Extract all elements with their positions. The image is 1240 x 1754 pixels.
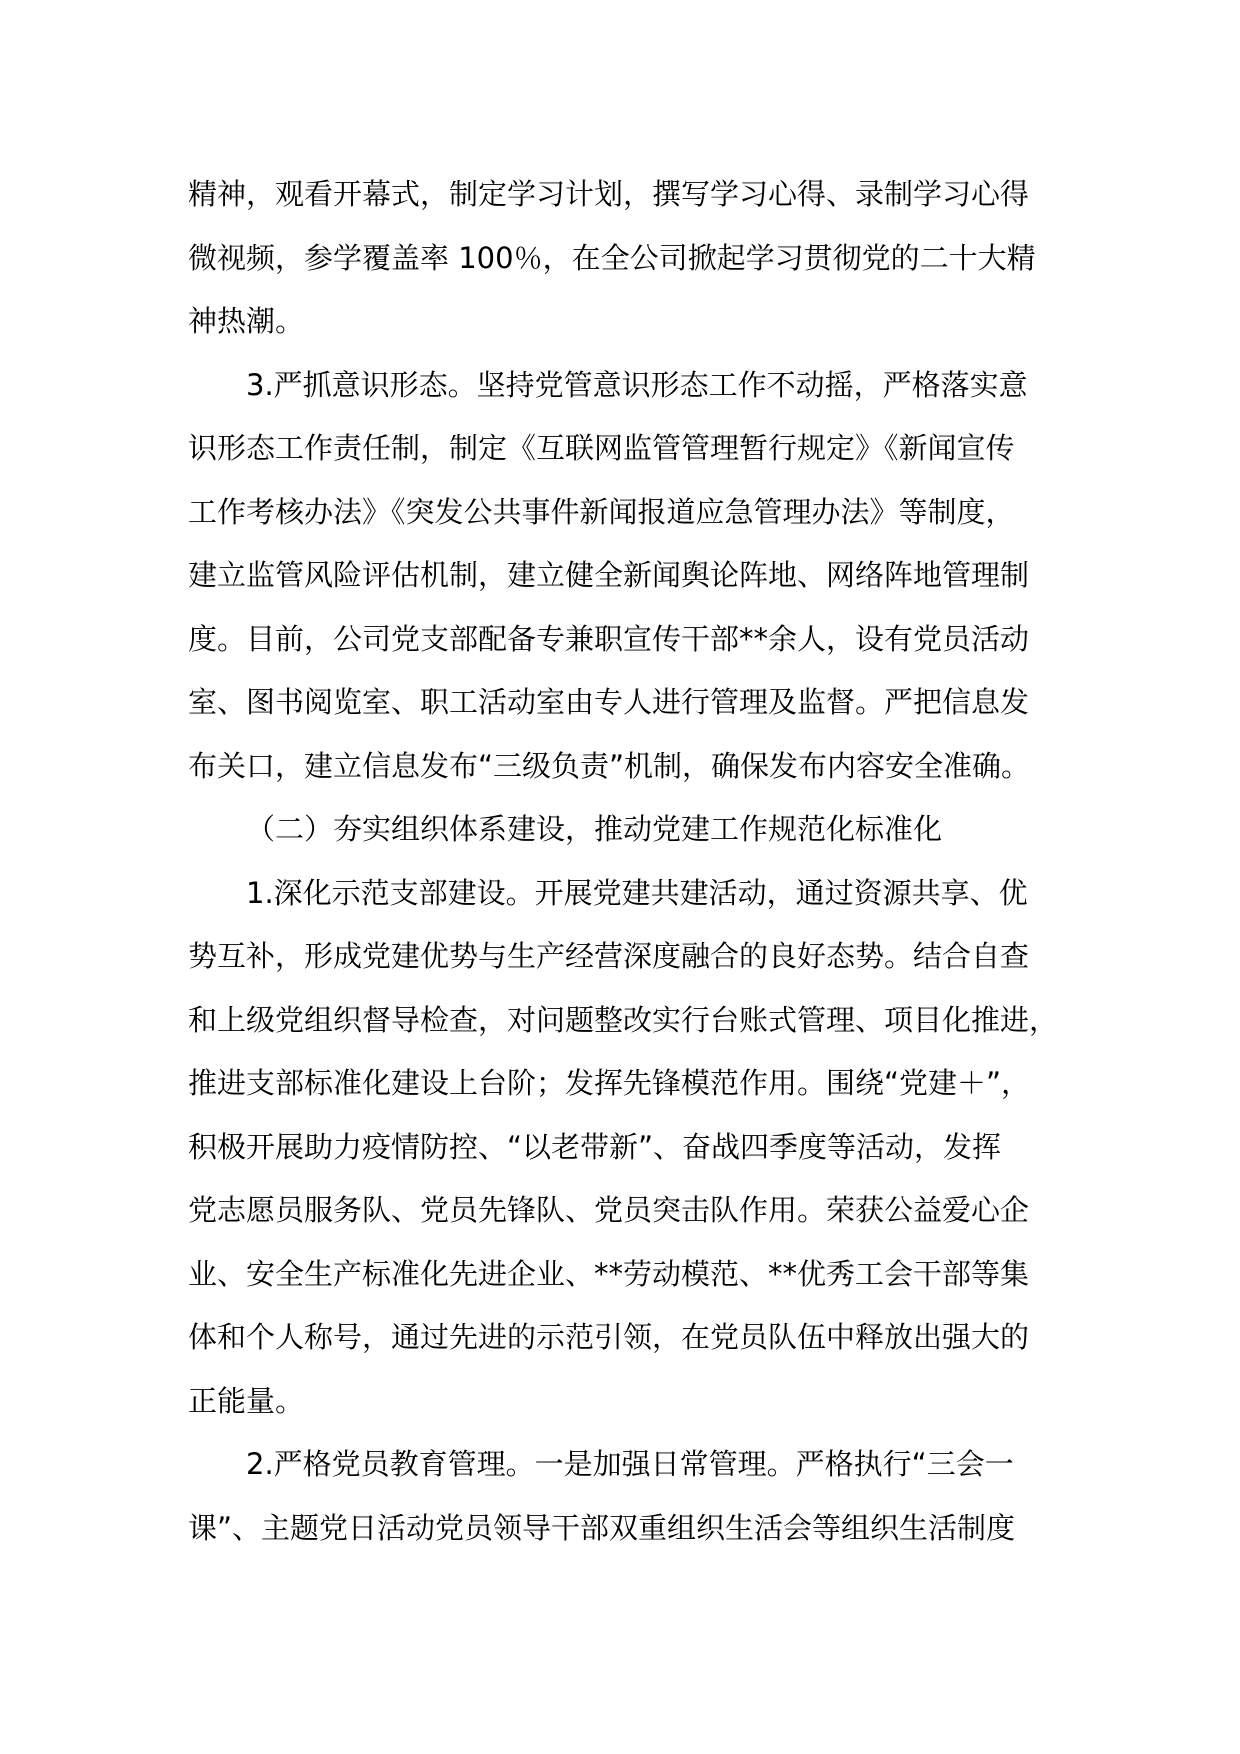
text-line: 识形态工作责任制，制定《互联网监管管理暂行规定》《新闻宣传 xyxy=(188,431,1015,465)
text-line: 和上级党组织督导检查，对问题整改实行台账式管理、项目化推进， xyxy=(188,1002,1059,1037)
text-line: 势互补，形成党建优势与生产经营深度融合的良好态势。结合自查 xyxy=(188,939,1030,973)
text-line: 布关口，建立信息发布“三级负责”机制，确保发布内容安全准确。 xyxy=(188,748,1031,783)
text-line: 微视频，参学覆盖率 100％，在全公司掀起学习贯彻党的二十大精 xyxy=(188,240,1036,275)
text-line: 度。目前，公司党支部配备专兼职宣传干部**余人，设有党员活动 xyxy=(188,621,1030,656)
paragraph-start-line: 1.深化示范支部建设。开展党建共建活动，通过资源共享、优 xyxy=(246,875,1028,910)
text-line: 党志愿员服务队、党员先锋队、党员突击队作用。荣获公益爱心企 xyxy=(188,1193,1030,1227)
text-line: 工作考核办法》《突发公共事件新闻报道应急管理办法》等制度， xyxy=(188,494,1015,529)
text-line: 业、安全生产标准化先进企业、**劳动模范、**优秀工会干部等集 xyxy=(188,1256,1030,1291)
text-line: 神热潮。 xyxy=(188,304,305,338)
text-line: 正能量。 xyxy=(188,1383,305,1418)
document-body xyxy=(188,163,1068,1560)
text-line: 体和个人称号，通过先进的示范引领，在党员队伍中释放出强大的 xyxy=(188,1320,1030,1354)
text-line: 积极开展助力疫情防控、“以老带新”、奋战四季度等活动，发挥 xyxy=(188,1129,1002,1164)
text-line: 精神，观看开幕式，制定学习计划，撰写学习心得、录制学习心得 xyxy=(188,177,1030,211)
text-line: 建立监管风险评估机制，建立健全新闻舆论阵地、网络阵地管理制 xyxy=(188,558,1030,592)
paragraph-start-line: 2.严格党员教育管理。一是加强日常管理。严格执行“三会一 xyxy=(246,1447,1014,1481)
text-line: 室、图书阅览室、职工活动室由专人进行管理及监督。严把信息发 xyxy=(188,685,1030,719)
paragraph-start-line: 3.严抓意识形态。坚持党管意识形态工作不动摇，严格落实意 xyxy=(246,367,1028,402)
text-line: 课”、主题党日活动党员领导干部双重组织生活会等组织生活制度 xyxy=(188,1510,1016,1545)
text-line: 推进支部标准化建设上台阶；发挥先锋模范作用。围绕“党建＋”， xyxy=(188,1066,1031,1100)
section-heading: （二）夯实组织体系建设，推动党建工作规范化标准化 xyxy=(246,812,943,846)
